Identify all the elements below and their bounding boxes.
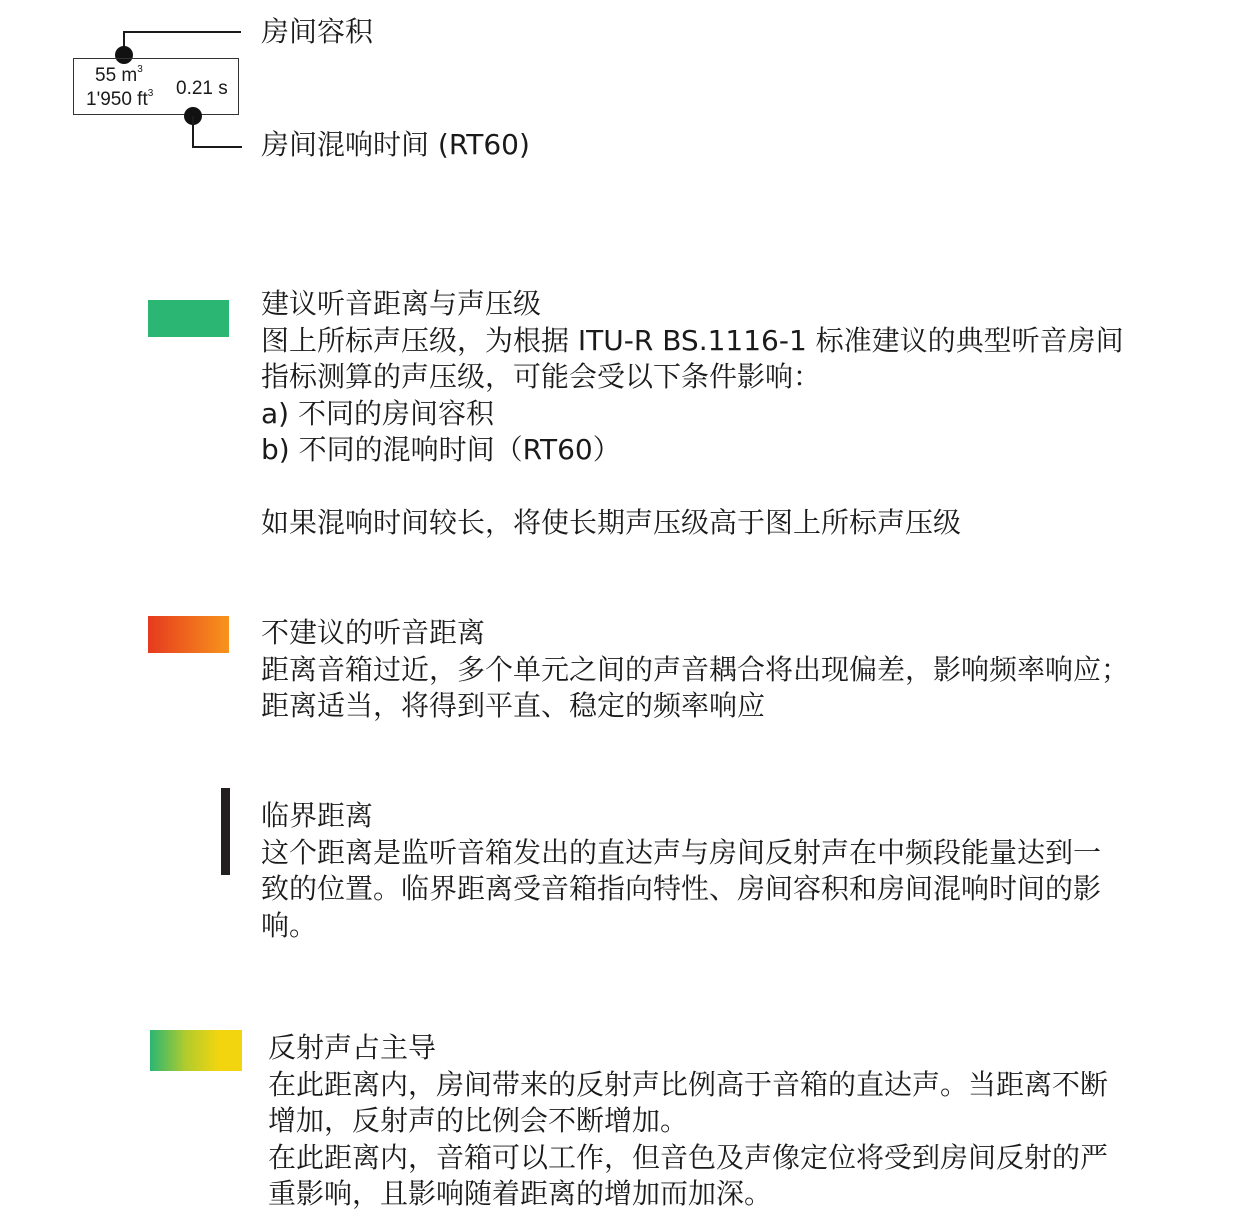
legend-heading: 反射声占主导 — [268, 1031, 437, 1064]
legend-text-reflection-dominant — [268, 1030, 1108, 1213]
legend-line: 致的位置。临界距离受音箱指向特性、房间容积和房间混响时间的影 — [261, 872, 1102, 905]
legend-line: 指标测算的声压级，可能会受以下条件影响： — [261, 360, 822, 393]
room-rt60-value: 0.21 s — [176, 78, 228, 99]
volume-leader-horizontal — [123, 31, 241, 33]
rt60-leader-horizontal — [192, 146, 242, 148]
legend-line: 图上所标声压级，为根据 ITU-R BS.1116-1 标准建议的典型听音房间 — [261, 323, 1124, 357]
green-swatch — [148, 300, 229, 337]
legend-line: 这个距离是监听音箱发出的直达声与房间反射声在中频段能量达到一 — [261, 835, 1102, 869]
room-volume-m3: 55 $m^3$ — [95, 64, 143, 86]
legend-line: 响。 — [261, 908, 318, 942]
legend-line: b) 不同的混响时间（RT60） — [261, 433, 621, 466]
red-orange-swatch — [148, 616, 229, 653]
legend-text-recommended — [261, 286, 1124, 542]
legend-line: 重影响，且影响随着距离的增加而加深。 — [268, 1177, 773, 1210]
legend-heading: 建议听音距离与声压级 — [261, 287, 542, 320]
room-rt60-title: 房间混响时间 (RT60) — [261, 128, 530, 161]
legend-line: 在此距离内，房间带来的反射声比例高于音箱的直达声。当距离不断 — [268, 1067, 1109, 1101]
legend-line: 增加，反射声的比例会不断增加。 — [268, 1104, 689, 1137]
legend-text-not-recommended — [261, 615, 1129, 725]
legend-line: 在此距离内，音箱可以工作，但音色及声像定位将受到房间反射的严 — [268, 1140, 1109, 1174]
black-bar-swatch — [221, 788, 230, 875]
legend-line: 如果混响时间较长，将使长期声压级高于图上所标声压级 — [261, 506, 962, 539]
rt60-leader-vertical — [192, 116, 194, 147]
legend-spacer — [261, 469, 1124, 506]
legend-text-critical-distance — [261, 798, 1101, 944]
legend-line: 距离适当，将得到平直、稳定的频率响应 — [261, 689, 766, 722]
legend-line: 距离音箱过近，多个单元之间的声音耦合将出现偏差，影响频率响应； — [261, 652, 1130, 686]
legend-line: a) 不同的房间容积 — [261, 396, 494, 430]
room-volume-ft3: 1'950 $ft^3$ — [86, 88, 154, 110]
green-yellow-swatch — [150, 1030, 242, 1071]
room-volume-title: 房间容积 — [261, 15, 374, 48]
legend-heading: 不建议的听音距离 — [261, 616, 486, 649]
legend-heading: 临界距离 — [261, 799, 374, 832]
